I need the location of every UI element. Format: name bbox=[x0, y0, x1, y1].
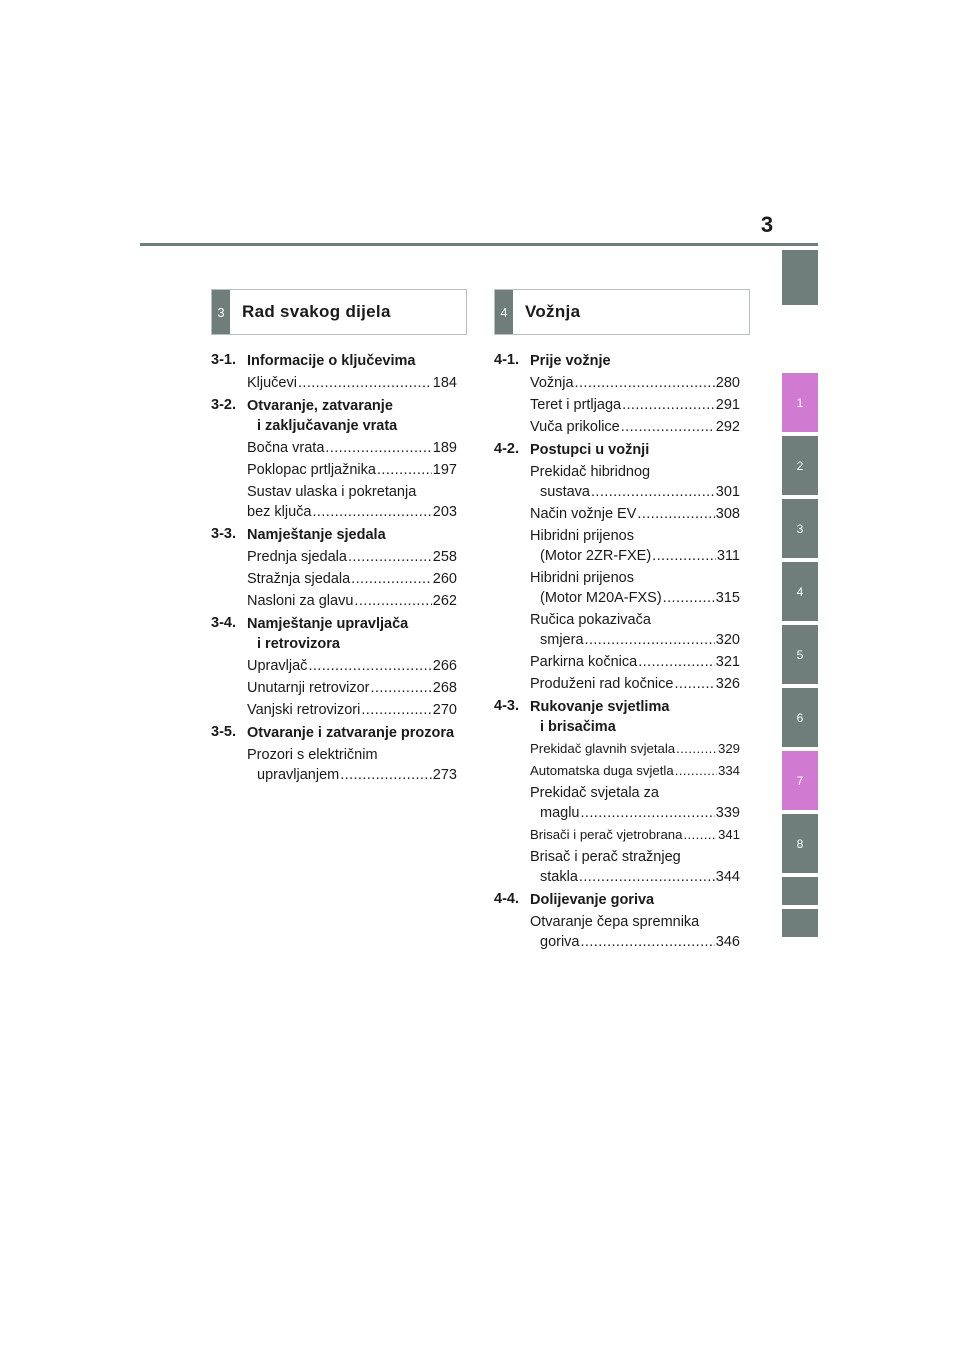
section-header-3 bbox=[211, 289, 467, 335]
toc-entry[interactable] bbox=[247, 373, 457, 393]
toc-group-number: 4-3. bbox=[494, 698, 519, 714]
toc-entry-text: bez ključa bbox=[247, 504, 312, 520]
toc-group-title bbox=[247, 722, 457, 743]
toc-entry[interactable] bbox=[530, 912, 740, 952]
toc-entry-text: Poklopac prtljažnika bbox=[247, 462, 376, 478]
toc-entry[interactable] bbox=[247, 547, 457, 567]
toc-entry-text: Sustav ulaska i pokretanja bbox=[247, 484, 417, 500]
toc-entry-text: Ručica pokazivača bbox=[530, 612, 651, 628]
toc-group-title bbox=[530, 696, 740, 737]
toc-entry-leader bbox=[591, 482, 715, 502]
toc-entry-text: Bočna vrata bbox=[247, 440, 325, 456]
chapter-tab-7[interactable]: 7 bbox=[782, 751, 818, 810]
toc-entry-page: 301 bbox=[715, 484, 740, 500]
chapter-tab-blank[interactable] bbox=[782, 909, 818, 937]
toc-entry[interactable] bbox=[247, 700, 457, 720]
toc-entry-page: 326 bbox=[715, 676, 740, 692]
toc-group-title-line: Prije vožnje bbox=[530, 353, 611, 369]
chapter-tab-6[interactable]: 6 bbox=[782, 688, 818, 747]
toc-entry-text: Hibridni prijenos bbox=[530, 528, 634, 544]
toc-entry-leader bbox=[663, 588, 715, 608]
section-number: 3 bbox=[212, 290, 230, 334]
toc-group bbox=[494, 696, 740, 887]
toc-entry[interactable] bbox=[530, 783, 740, 823]
toc-entry-text: smjera bbox=[540, 632, 584, 648]
toc-entry-leader bbox=[351, 569, 432, 589]
toc-entry-leader bbox=[371, 678, 432, 698]
toc-entry-page: 344 bbox=[715, 869, 740, 885]
toc-entry[interactable] bbox=[530, 825, 740, 845]
toc-entry-leader bbox=[377, 460, 432, 480]
toc-entry-leader bbox=[637, 504, 714, 524]
toc-entry-text: (Motor M20A-FXS) bbox=[540, 590, 662, 606]
toc-group-number: 4-1. bbox=[494, 352, 519, 368]
toc-entry[interactable] bbox=[530, 373, 740, 393]
toc-entry[interactable] bbox=[247, 438, 457, 458]
toc-entry-text: Automatska duga svjetla bbox=[530, 763, 674, 778]
toc-group-number: 3-3. bbox=[211, 526, 236, 542]
toc-entry-text: stakla bbox=[540, 869, 578, 885]
toc-entry-page: 270 bbox=[432, 702, 457, 718]
toc-entry-leader bbox=[638, 652, 715, 672]
toc-entry-leader bbox=[308, 656, 431, 676]
toc-entry[interactable] bbox=[247, 678, 457, 698]
chapter-tab-2[interactable]: 2 bbox=[782, 436, 818, 495]
toc-entry-page: 346 bbox=[715, 934, 740, 950]
toc-group-title-line: i zaključavanje vrata bbox=[257, 418, 398, 434]
toc-entry-text: Brisač i perač stražnjeg bbox=[530, 849, 681, 865]
toc-group bbox=[494, 350, 740, 437]
toc-entry-page: 260 bbox=[432, 571, 457, 587]
toc-entry-leader bbox=[325, 438, 431, 458]
section-number: 4 bbox=[495, 290, 513, 334]
toc-entry-page: 321 bbox=[715, 654, 740, 670]
toc-entry-leader bbox=[581, 932, 715, 952]
toc-entry-page: 311 bbox=[716, 548, 740, 564]
toc-entry[interactable] bbox=[530, 652, 740, 672]
toc-entry[interactable] bbox=[247, 745, 457, 785]
toc-entry-leader bbox=[674, 674, 714, 694]
toc-entry-leader bbox=[579, 867, 715, 887]
toc-entry-page: 320 bbox=[715, 632, 740, 648]
top-rule bbox=[140, 243, 818, 246]
toc-group-title bbox=[530, 439, 740, 460]
toc-entry-page: 184 bbox=[432, 375, 457, 391]
toc-entry-text: Upravljač bbox=[247, 658, 308, 674]
toc-group-number: 3-1. bbox=[211, 352, 236, 368]
toc-entry-text: Otvaranje čepa spremnika bbox=[530, 914, 700, 930]
toc-group-number: 4-4. bbox=[494, 891, 519, 907]
toc-entry-leader bbox=[581, 803, 715, 823]
toc-entry-page: 339 bbox=[715, 805, 740, 821]
toc-entry-leader bbox=[585, 630, 715, 650]
toc-group-title bbox=[530, 889, 740, 910]
toc-entry-text: Teret i prtljaga bbox=[530, 397, 622, 413]
chapter-tab-8[interactable]: 8 bbox=[782, 814, 818, 873]
toc-entry-page: 329 bbox=[717, 741, 740, 756]
toc-entry-leader bbox=[575, 373, 715, 393]
toc-entry-text: upravljanjem bbox=[257, 767, 340, 783]
toc-entry-leader bbox=[676, 739, 717, 759]
chapter-tab-5[interactable]: 5 bbox=[782, 625, 818, 684]
toc-group-number: 4-2. bbox=[494, 441, 519, 457]
toc-entry[interactable] bbox=[530, 674, 740, 694]
toc-entry-page: 262 bbox=[432, 593, 457, 609]
section-title: Vožnja bbox=[525, 302, 581, 321]
toc-entry[interactable] bbox=[530, 462, 740, 502]
toc-entry-leader bbox=[675, 761, 717, 781]
toc-entry[interactable] bbox=[530, 417, 740, 437]
toc-entry[interactable] bbox=[247, 460, 457, 480]
toc-entry-page: 280 bbox=[715, 375, 740, 391]
toc-entry-text: Produženi rad kočnice bbox=[530, 676, 674, 692]
section-title: Rad svakog dijela bbox=[242, 302, 391, 321]
toc-entry-page: 291 bbox=[715, 397, 740, 413]
toc-entry-page: 203 bbox=[432, 504, 457, 520]
toc-entry[interactable] bbox=[530, 568, 740, 608]
toc-group-title bbox=[530, 350, 740, 371]
toc-group-title-line: Dolijevanje goriva bbox=[530, 892, 655, 908]
toc-group-title-line: Namještanje sjedala bbox=[247, 527, 386, 543]
toc-entry-text: goriva bbox=[540, 934, 580, 950]
toc-entry-leader bbox=[312, 502, 431, 522]
toc-entry-text: Prednja sjedala bbox=[247, 549, 347, 565]
page-number: 3 bbox=[760, 212, 774, 237]
toc-entry-page: 266 bbox=[432, 658, 457, 674]
toc-entry[interactable] bbox=[530, 739, 740, 759]
toc-entry[interactable] bbox=[247, 591, 457, 611]
toc-column-left bbox=[211, 350, 457, 787]
toc-entry-page: 334 bbox=[717, 763, 740, 778]
toc-group bbox=[211, 395, 457, 522]
toc-entry-page: 268 bbox=[432, 680, 457, 696]
toc-group bbox=[211, 613, 457, 720]
toc-group bbox=[494, 439, 740, 694]
toc-entry-page: 197 bbox=[432, 462, 457, 478]
chapter-tab-blank[interactable] bbox=[782, 877, 818, 905]
toc-entry[interactable] bbox=[530, 526, 740, 566]
toc-group-number: 3-2. bbox=[211, 397, 236, 413]
toc-entry-text: Unutarnji retrovizor bbox=[247, 680, 370, 696]
toc-group-title bbox=[247, 613, 457, 654]
toc-entry-leader bbox=[621, 417, 715, 437]
toc-group-title-line: Otvaranje i zatvaranje prozora bbox=[247, 725, 455, 741]
toc-group-title-line: i brisačima bbox=[540, 719, 616, 735]
toc-entry-page: 258 bbox=[432, 549, 457, 565]
toc-entry[interactable] bbox=[247, 482, 457, 522]
toc-group-number: 3-5. bbox=[211, 724, 236, 740]
toc-group-title-line: Informacije o ključevima bbox=[247, 353, 416, 369]
toc-entry[interactable] bbox=[530, 395, 740, 415]
toc-entry-leader bbox=[683, 825, 717, 845]
toc-entry-text: Prekidač svjetala za bbox=[530, 785, 659, 801]
toc-group bbox=[211, 350, 457, 393]
toc-entry-page: 315 bbox=[715, 590, 740, 606]
toc-entry-text: Prekidač hibridnog bbox=[530, 464, 651, 480]
toc-entry-text: Hibridni prijenos bbox=[530, 570, 634, 586]
toc-entry-page: 341 bbox=[717, 827, 740, 842]
toc-entry[interactable] bbox=[530, 847, 740, 887]
toc-group-title-line: i retrovizora bbox=[257, 636, 340, 652]
toc-entry-leader bbox=[354, 591, 431, 611]
toc-group-title bbox=[247, 395, 457, 436]
toc-entry-text: Vanjski retrovizori bbox=[247, 702, 361, 718]
toc-entry-text: Način vožnje EV bbox=[530, 506, 637, 522]
toc-entry-text: Parkirna kočnica bbox=[530, 654, 638, 670]
toc-entry-text: Nasloni za glavu bbox=[247, 593, 354, 609]
toc-group-number: 3-4. bbox=[211, 615, 236, 631]
toc-entry-leader bbox=[361, 700, 431, 720]
toc-entry[interactable] bbox=[247, 656, 457, 676]
chapter-tab-3[interactable]: 3 bbox=[782, 499, 818, 558]
chapter-tab-4[interactable]: 4 bbox=[782, 562, 818, 621]
toc-entry-text: (Motor 2ZR-FXE) bbox=[540, 548, 652, 564]
toc-entry-leader bbox=[340, 765, 432, 785]
toc-entry-text: Vuča prikolice bbox=[530, 419, 620, 435]
toc-entry-leader bbox=[298, 373, 432, 393]
toc-entry-page: 292 bbox=[715, 419, 740, 435]
section-header-4 bbox=[494, 289, 750, 335]
toc-group-title-line: Namještanje upravljača bbox=[247, 616, 409, 632]
toc-entry-text: Ključevi bbox=[247, 375, 297, 391]
toc-group-title bbox=[247, 524, 457, 545]
toc-entry-leader bbox=[622, 395, 715, 415]
toc-group bbox=[211, 722, 457, 785]
toc-entry-page: 273 bbox=[432, 767, 457, 783]
toc-entry-text: Prekidač glavnih svjetala bbox=[530, 741, 676, 756]
toc-group bbox=[494, 889, 740, 952]
toc-entry[interactable] bbox=[530, 761, 740, 781]
toc-entry-text: Prozori s električnim bbox=[247, 747, 378, 763]
toc-column-right bbox=[494, 350, 740, 954]
toc-entry[interactable] bbox=[530, 504, 740, 524]
toc-entry-text: sustava bbox=[540, 484, 590, 500]
chapter-tab-1[interactable]: 1 bbox=[782, 373, 818, 432]
toc-entry-leader bbox=[348, 547, 432, 567]
toc-group-title-line: Postupci u vožnji bbox=[530, 442, 650, 458]
toc-group-title-line: Rukovanje svjetlima bbox=[530, 699, 670, 715]
toc-entry-text: maglu bbox=[540, 805, 580, 821]
toc-entry-text: Vožnja bbox=[530, 375, 574, 391]
toc-group-title-line: Otvaranje, zatvaranje bbox=[247, 398, 393, 414]
toc-entry-text: Brisači i perač vjetrobrana bbox=[530, 827, 683, 842]
toc-entry[interactable] bbox=[247, 569, 457, 589]
toc-group-title bbox=[247, 350, 457, 371]
toc-entry-leader bbox=[652, 546, 716, 566]
toc-entry-text: Stražnja sjedala bbox=[247, 571, 351, 587]
toc-entry-page: 189 bbox=[432, 440, 457, 456]
toc-entry-page: 308 bbox=[715, 506, 740, 522]
chapter-tab-blank[interactable] bbox=[782, 250, 818, 305]
toc-entry[interactable] bbox=[530, 610, 740, 650]
toc-group bbox=[211, 524, 457, 611]
